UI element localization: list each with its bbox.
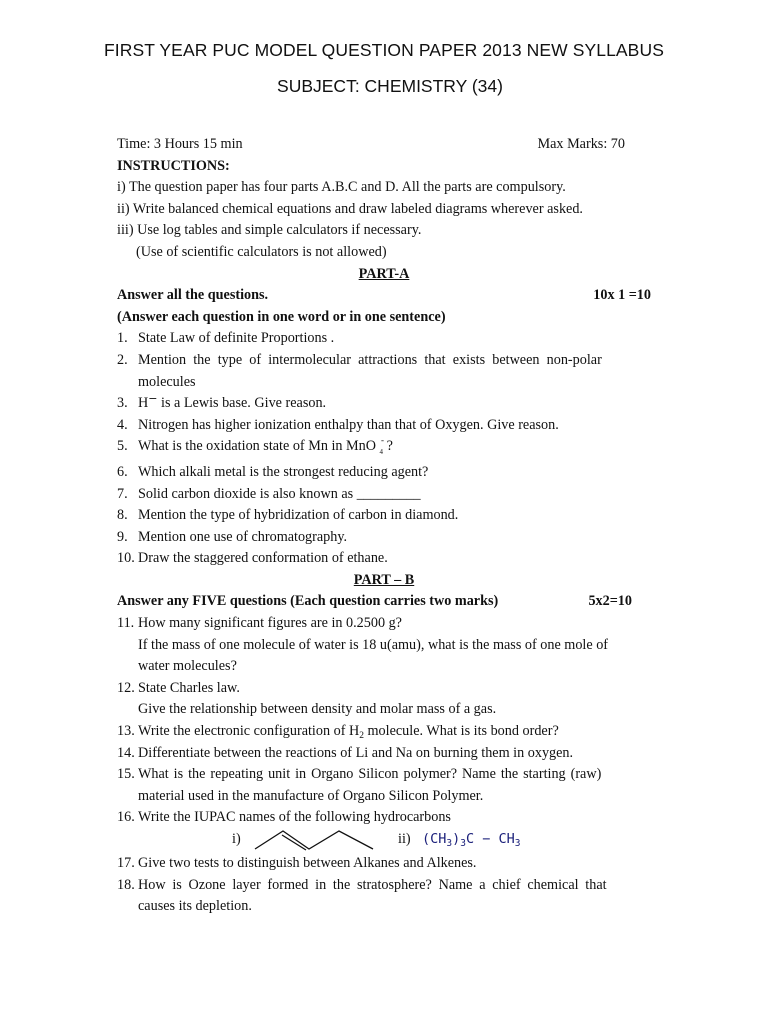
question-number: 13. bbox=[117, 723, 135, 740]
question-18 bbox=[117, 875, 651, 897]
part-b-heading: PART – B bbox=[353, 571, 415, 588]
max-marks-label: Max Marks: 70 bbox=[537, 136, 625, 152]
question-5 bbox=[117, 436, 651, 458]
question-paper-body bbox=[117, 134, 651, 918]
paper-title: FIRST YEAR PUC MODEL QUESTION PAPER 2013 NEW SYLLABUS bbox=[104, 40, 664, 60]
question-text: Nitrogen has higher ionization enthalpy than that of Oxygen. Give reason. bbox=[138, 416, 559, 433]
question-text bbox=[138, 436, 651, 458]
question-text-rest: is a Lewis base. Give reason. bbox=[157, 395, 327, 412]
question-11-continued: water molecules? bbox=[138, 658, 237, 675]
question-12 bbox=[117, 678, 651, 700]
instruction-item: i) The question paper has four parts A.B.C and D. All the parts are compulsory. bbox=[117, 179, 566, 196]
question-text: What is the repeating unit in Organo Silicon polymer? Name the starting (raw) bbox=[138, 766, 602, 783]
question-number: 18. bbox=[117, 876, 135, 893]
question-number: 8. bbox=[117, 507, 128, 524]
instructions-heading: INSTRUCTIONS: bbox=[117, 157, 230, 174]
question-6 bbox=[117, 462, 651, 484]
question-number: 5. bbox=[117, 438, 128, 455]
hydrocarbon-structures-row bbox=[117, 829, 651, 853]
part-b-marks: 5x2=10 bbox=[588, 593, 632, 610]
part-b-directive: Answer any FIVE questions (Each question carries two marks) bbox=[117, 593, 499, 610]
question-number: 11. bbox=[117, 615, 135, 632]
question-text: Write the IUPAC names of the following hydrocarbons bbox=[138, 809, 451, 826]
subscript-four: 4 bbox=[379, 448, 384, 457]
negative-charge-sign: − bbox=[148, 392, 158, 406]
question-13 bbox=[117, 721, 651, 743]
question-7 bbox=[117, 484, 651, 506]
question-2-continued: molecules bbox=[138, 373, 196, 390]
question-text-post: molecule. What is its bond order? bbox=[363, 723, 559, 740]
question-text: How many significant figures are in 0.2500 g? bbox=[138, 615, 402, 632]
question-15-continued: material used in the manufacture of Organo Silicon Polymer. bbox=[138, 787, 484, 804]
question-text: Draw the staggered conformation of ethane. bbox=[138, 550, 388, 567]
instruction-item: ii) Write balanced chemical equations and draw labeled diagrams wherever asked. bbox=[117, 200, 583, 217]
question-number: 4. bbox=[117, 416, 128, 433]
question-15 bbox=[117, 764, 651, 786]
question-number: 14. bbox=[117, 744, 135, 761]
question-number: 7. bbox=[117, 485, 128, 502]
part-a-marks: 10x 1 =10 bbox=[593, 287, 651, 304]
question-text bbox=[138, 721, 651, 743]
part-a-heading: PART-A bbox=[358, 265, 410, 282]
permanganate-charge bbox=[376, 435, 385, 457]
question-text: Differentiate between the reactions of Li and Na on burning them in oxygen. bbox=[138, 744, 574, 761]
question-number: 6. bbox=[117, 463, 128, 480]
question-text: State Law of definite Proportions . bbox=[138, 330, 335, 347]
zigzag-hydrocarbon-structure bbox=[251, 827, 381, 853]
question-number: 12. bbox=[117, 679, 135, 696]
question-text-pre: What is the oxidation state of Mn in MnO bbox=[138, 438, 377, 455]
question-17 bbox=[117, 853, 651, 875]
question-text-post: ? bbox=[383, 438, 393, 455]
question-text: Mention one use of chromatography. bbox=[138, 528, 348, 545]
question-number: 10. bbox=[117, 550, 135, 567]
question-14 bbox=[117, 743, 651, 765]
question-9 bbox=[117, 527, 651, 549]
question-number: 3. bbox=[117, 395, 128, 412]
part-a-subdirective: (Answer each question in one word or in one sentence) bbox=[117, 308, 446, 325]
question-11-part-b: If the mass of one molecule of water is 18 u(amu), what is the mass of one mole of bbox=[138, 636, 609, 653]
subscript-two: 2 bbox=[359, 731, 364, 742]
tert-butyl-formula: $(CH_3)_3C - CH_3$ bbox=[422, 831, 521, 849]
question-text: How is Ozone layer formed in the stratosphere? Name a chief chemical that bbox=[138, 876, 607, 893]
question-number: 17. bbox=[117, 855, 135, 871]
question-text-pre: Write the electronic configuration of H bbox=[138, 723, 360, 740]
question-2 bbox=[117, 350, 651, 372]
meta-row bbox=[117, 134, 651, 156]
part-a-directive-row bbox=[117, 285, 651, 307]
structure-label-i: i) bbox=[232, 831, 241, 847]
instruction-item: iii) Use log tables and simple calculators if necessary. bbox=[117, 222, 422, 239]
time-label: Time: 3 Hours 15 min bbox=[117, 136, 243, 152]
question-text: Which alkali metal is the strongest reducing agent? bbox=[138, 463, 429, 480]
question-text: Mention the type of intermolecular attractions that exists between non-polar bbox=[138, 351, 602, 368]
instruction-item: (Use of scientific calculators is not allowed) bbox=[136, 243, 387, 260]
question-12-part-b: Give the relationship between density and molar mass of a gas. bbox=[138, 701, 497, 718]
subject-title: SUBJECT: CHEMISTRY (34) bbox=[277, 76, 503, 96]
question-10 bbox=[117, 548, 651, 570]
question-number: 2. bbox=[117, 351, 128, 368]
question-text: Solid carbon dioxide is also known as _________ bbox=[138, 485, 421, 502]
question-11 bbox=[117, 613, 651, 635]
question-text: State Charles law. bbox=[138, 679, 240, 696]
part-a-directive: Answer all the questions. bbox=[117, 287, 269, 304]
question-text: Mention the type of hybridization of carbon in diamond. bbox=[138, 507, 459, 524]
question-number: 16. bbox=[117, 809, 135, 826]
question-text bbox=[138, 393, 651, 415]
question-text: Give two tests to distinguish between Alkanes and Alkenes. bbox=[138, 855, 477, 871]
question-1 bbox=[117, 328, 651, 350]
structure-label-ii: ii) bbox=[398, 831, 411, 847]
question-16 bbox=[117, 807, 651, 829]
question-3 bbox=[117, 393, 651, 415]
minus-sign: - bbox=[381, 435, 385, 446]
part-b-directive-row bbox=[117, 591, 651, 613]
question-number: 9. bbox=[117, 528, 128, 545]
hydride-ion: H bbox=[138, 395, 149, 412]
question-number: 1. bbox=[117, 330, 128, 347]
question-18-continued: causes its depletion. bbox=[138, 898, 252, 915]
question-8 bbox=[117, 505, 651, 527]
question-number: 15. bbox=[117, 766, 135, 783]
